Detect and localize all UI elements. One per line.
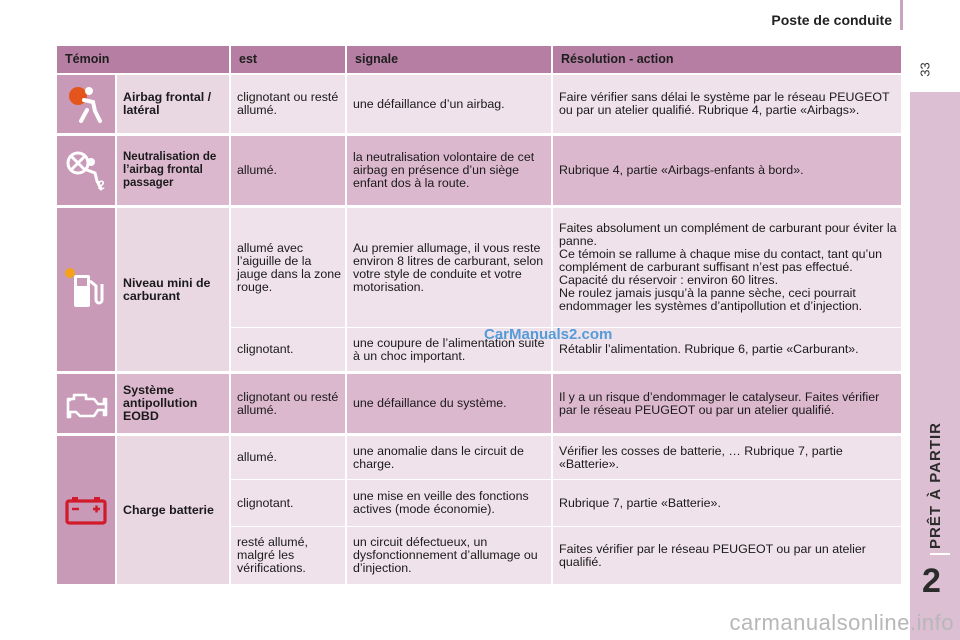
temoin-name: Système antipollution EOBD — [117, 374, 231, 434]
svg-text:2: 2 — [98, 177, 105, 192]
table-row — [57, 75, 903, 134]
column-header-est: est — [231, 46, 347, 73]
state-cell: clignotant ou resté allumé. — [231, 374, 347, 434]
action-cell: Faire vérifier sans délai le système par le réseau PEUGEOT ou par un atelier qualifié. Rubrique 4, partie «Airbags». — [553, 75, 903, 134]
engine-check-icon — [57, 374, 117, 434]
chapter-side-tab — [910, 92, 960, 640]
action-cell: Rubrique 4, partie «Airbags-enfants à bord». — [553, 136, 903, 206]
signal-cell: une anomalie dans le circuit de charge. — [347, 436, 553, 480]
watermark-mid: CarManuals2.com — [484, 326, 613, 343]
action-cell: Il y a un risque d’endommager le catalyseur. Faites vérifier par le réseau PEUGEOT ou par un atelier qualifié. — [553, 374, 903, 434]
state-cell: clignotant ou resté allumé. — [231, 75, 347, 134]
chapter-side-tab-label-wrap — [911, 420, 959, 550]
column-header-signale: signale — [347, 46, 553, 73]
state-cell: allumé. — [231, 136, 347, 206]
signal-cell: une coupure de l’alimentation suite à un choc important. — [347, 328, 553, 372]
page-header-title: Poste de conduite — [771, 12, 892, 28]
side-tab-divider — [930, 553, 950, 555]
airbag-off-icon — [57, 136, 117, 206]
chapter-side-tab-label: PRÊT À PARTIR — [926, 421, 944, 549]
temoin-name: Niveau mini de carburant — [117, 208, 231, 372]
temoin-name: Charge batterie — [117, 436, 231, 585]
table-header-row — [57, 46, 903, 73]
state-cell: allumé avec l’aiguille de la jauge dans la zone rouge. — [231, 208, 347, 328]
temoin-name: Neutralisation de l’airbag frontal passager — [117, 136, 231, 206]
page-number: 33 — [917, 62, 933, 77]
table-row — [57, 436, 903, 480]
warning-lights-table — [57, 46, 903, 585]
action-cell: Rétablir l’alimentation. Rubrique 6, partie «Carburant». — [553, 328, 903, 372]
watermark-footer: carmanualsonline.info — [729, 610, 954, 635]
signal-cell: un circuit défectueux, un dysfonctionnement d’allumage ou d’injection. — [347, 527, 553, 585]
signal-cell: la neutralisation volontaire de cet airbag en présence d’un siège enfant dos à la route. — [347, 136, 553, 206]
header-divider — [900, 0, 903, 30]
battery-icon — [57, 436, 117, 585]
table-row — [57, 208, 903, 328]
action-cell: Vérifier les cosses de batterie, … Rubrique 7, partie «Batterie». — [553, 436, 903, 480]
temoin-name: Airbag frontal / latéral — [117, 75, 231, 134]
state-cell: allumé. — [231, 436, 347, 480]
state-cell: resté allumé, malgré les vérifications. — [231, 527, 347, 585]
column-header-resolution: Résolution - action — [553, 46, 903, 73]
signal-cell: une mise en veille des fonctions actives (mode économie). — [347, 480, 553, 527]
table-row — [57, 374, 903, 434]
table-row — [57, 136, 903, 206]
signal-cell: une défaillance du système. — [347, 374, 553, 434]
fuel-pump-icon — [57, 208, 117, 372]
state-cell: clignotant. — [231, 480, 347, 527]
chapter-number: 2 — [922, 562, 941, 600]
action-cell: Rubrique 7, partie «Batterie». — [553, 480, 903, 527]
signal-cell: une défaillance d’un airbag. — [347, 75, 553, 134]
column-header-temoin: Témoin — [57, 46, 231, 73]
airbag-warning-icon — [57, 75, 117, 134]
action-cell: Faites absolument un complément de carburant pour éviter la panne. Ce témoin se rallume à chaque mise du contact, tant qu’un complément de carburant suffisant n’est pas effectué. Capacité du réservoir : environ 60 litres. Ne roulez jamais jusqu’à la panne sèche, ceci pourrait endommager les systèmes d’antipollution et d’injection. — [553, 208, 903, 328]
state-cell: clignotant. — [231, 328, 347, 372]
signal-cell: Au premier allumage, il vous reste environ 8 litres de carburant, selon votre style de conduite et votre motorisation. — [347, 208, 553, 328]
action-cell: Faites vérifier par le réseau PEUGEOT ou par un atelier qualifié. — [553, 527, 903, 585]
